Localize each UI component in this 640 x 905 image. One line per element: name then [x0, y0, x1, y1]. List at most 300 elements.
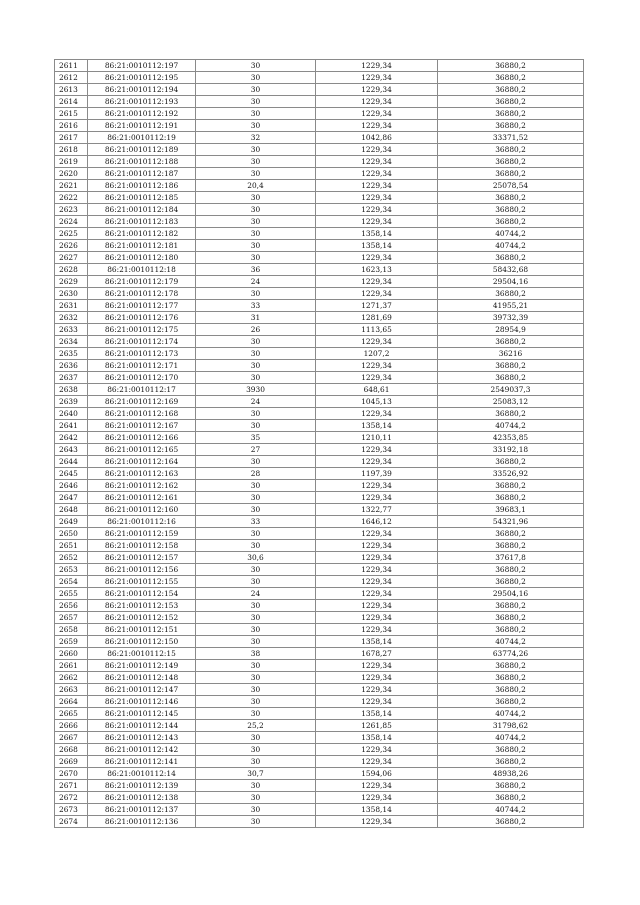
specific-value-cell: 1322,77	[316, 504, 438, 516]
area-cell: 36	[196, 264, 316, 276]
cadastral-value-cell: 36880,2	[438, 60, 584, 72]
table-row	[55, 432, 584, 444]
specific-value-cell: 1229,34	[316, 216, 438, 228]
area-cell: 30	[196, 456, 316, 468]
table-row	[55, 300, 584, 312]
row-number-cell: 2635	[55, 348, 88, 360]
area-cell: 30	[196, 636, 316, 648]
cadastral-number-cell: 86:21:0010112:178	[88, 288, 196, 300]
table-row	[55, 456, 584, 468]
row-number-cell: 2617	[55, 132, 88, 144]
area-cell: 35	[196, 432, 316, 444]
cadastral-value-cell: 36880,2	[438, 156, 584, 168]
table-body	[55, 60, 584, 828]
area-cell: 32	[196, 132, 316, 144]
cadastral-number-cell: 86:21:0010112:168	[88, 408, 196, 420]
table-row	[55, 720, 584, 732]
specific-value-cell: 1229,34	[316, 192, 438, 204]
specific-value-cell: 1229,34	[316, 84, 438, 96]
cadastral-number-cell: 86:21:0010112:158	[88, 540, 196, 552]
cadastral-number-cell: 86:21:0010112:169	[88, 396, 196, 408]
specific-value-cell: 1229,34	[316, 156, 438, 168]
row-number-cell: 2640	[55, 408, 88, 420]
cadastral-value-cell: 36880,2	[438, 684, 584, 696]
specific-value-cell: 1229,34	[316, 168, 438, 180]
specific-value-cell: 1229,34	[316, 552, 438, 564]
specific-value-cell: 1229,34	[316, 252, 438, 264]
cadastral-value-cell: 33526,92	[438, 468, 584, 480]
row-number-cell: 2639	[55, 396, 88, 408]
specific-value-cell: 1197,39	[316, 468, 438, 480]
table-row	[55, 636, 584, 648]
specific-value-cell: 1229,34	[316, 528, 438, 540]
cadastral-value-cell: 48938,26	[438, 768, 584, 780]
cadastral-value-cell: 40744,2	[438, 240, 584, 252]
row-number-cell: 2663	[55, 684, 88, 696]
row-number-cell: 2624	[55, 216, 88, 228]
table-row	[55, 228, 584, 240]
row-number-cell: 2634	[55, 336, 88, 348]
area-cell: 25,2	[196, 720, 316, 732]
area-cell: 30	[196, 492, 316, 504]
cadastral-number-cell: 86:21:0010112:152	[88, 612, 196, 624]
area-cell: 3930	[196, 384, 316, 396]
cadastral-number-cell: 86:21:0010112:18	[88, 264, 196, 276]
cadastral-value-cell: 36880,2	[438, 360, 584, 372]
cadastral-number-cell: 86:21:0010112:167	[88, 420, 196, 432]
area-cell: 30	[196, 660, 316, 672]
cadastral-value-cell: 33192,18	[438, 444, 584, 456]
cadastral-number-cell: 86:21:0010112:138	[88, 792, 196, 804]
specific-value-cell: 1358,14	[316, 708, 438, 720]
specific-value-cell: 1358,14	[316, 240, 438, 252]
table-row	[55, 480, 584, 492]
cadastral-value-cell: 36880,2	[438, 96, 584, 108]
table-row	[55, 756, 584, 768]
table-row	[55, 384, 584, 396]
cadastral-value-cell: 40744,2	[438, 732, 584, 744]
row-number-cell: 2619	[55, 156, 88, 168]
cadastral-number-cell: 86:21:0010112:174	[88, 336, 196, 348]
table-row	[55, 768, 584, 780]
area-cell: 30	[196, 192, 316, 204]
row-number-cell: 2658	[55, 624, 88, 636]
specific-value-cell: 1229,34	[316, 204, 438, 216]
area-cell: 30	[196, 336, 316, 348]
cadastral-number-cell: 86:21:0010112:157	[88, 552, 196, 564]
row-number-cell: 2645	[55, 468, 88, 480]
row-number-cell: 2632	[55, 312, 88, 324]
row-number-cell: 2656	[55, 600, 88, 612]
cadastral-value-cell: 36880,2	[438, 288, 584, 300]
table-row	[55, 72, 584, 84]
table-row	[55, 648, 584, 660]
area-cell: 33	[196, 516, 316, 528]
cadastral-value-cell: 31798,62	[438, 720, 584, 732]
cadastral-value-cell: 36880,2	[438, 744, 584, 756]
table-row	[55, 744, 584, 756]
area-cell: 24	[196, 588, 316, 600]
table-row	[55, 252, 584, 264]
cadastral-number-cell: 86:21:0010112:155	[88, 576, 196, 588]
area-cell: 30	[196, 564, 316, 576]
row-number-cell: 2672	[55, 792, 88, 804]
cadastral-value-cell: 36880,2	[438, 144, 584, 156]
specific-value-cell: 1229,34	[316, 492, 438, 504]
specific-value-cell: 1229,34	[316, 780, 438, 792]
area-cell: 30	[196, 372, 316, 384]
row-number-cell: 2631	[55, 300, 88, 312]
area-cell: 30	[196, 612, 316, 624]
cadastral-number-cell: 86:21:0010112:143	[88, 732, 196, 744]
specific-value-cell: 1229,34	[316, 120, 438, 132]
table-row	[55, 156, 584, 168]
row-number-cell: 2647	[55, 492, 88, 504]
specific-value-cell: 1229,34	[316, 276, 438, 288]
specific-value-cell: 1229,34	[316, 576, 438, 588]
row-number-cell: 2652	[55, 552, 88, 564]
row-number-cell: 2667	[55, 732, 88, 744]
table-row	[55, 108, 584, 120]
area-cell: 38	[196, 648, 316, 660]
table-row	[55, 96, 584, 108]
specific-value-cell: 1678,27	[316, 648, 438, 660]
row-number-cell: 2637	[55, 372, 88, 384]
cadastral-value-cell: 25083,12	[438, 396, 584, 408]
area-cell: 30	[196, 408, 316, 420]
area-cell: 30	[196, 84, 316, 96]
table-row	[55, 624, 584, 636]
cadastral-value-cell: 40744,2	[438, 228, 584, 240]
row-number-cell: 2668	[55, 744, 88, 756]
table-row	[55, 396, 584, 408]
cadastral-value-cell: 36880,2	[438, 492, 584, 504]
area-cell: 30	[196, 108, 316, 120]
specific-value-cell: 1229,34	[316, 360, 438, 372]
table-row	[55, 660, 584, 672]
table-row	[55, 240, 584, 252]
specific-value-cell: 1229,34	[316, 684, 438, 696]
table-row	[55, 564, 584, 576]
table-row	[55, 684, 584, 696]
cadastral-number-cell: 86:21:0010112:136	[88, 816, 196, 828]
row-number-cell: 2616	[55, 120, 88, 132]
cadastral-value-cell: 40744,2	[438, 804, 584, 816]
area-cell: 30	[196, 144, 316, 156]
row-number-cell: 2664	[55, 696, 88, 708]
cadastral-number-cell: 86:21:0010112:139	[88, 780, 196, 792]
specific-value-cell: 1229,34	[316, 672, 438, 684]
cadastral-value-cell: 28954,9	[438, 324, 584, 336]
cadastral-number-cell: 86:21:0010112:179	[88, 276, 196, 288]
area-cell: 30	[196, 156, 316, 168]
area-cell: 28	[196, 468, 316, 480]
row-number-cell: 2642	[55, 432, 88, 444]
specific-value-cell: 1042,86	[316, 132, 438, 144]
table-row	[55, 60, 584, 72]
cadastral-value-cell: 36880,2	[438, 216, 584, 228]
area-cell: 30	[196, 780, 316, 792]
cadastral-number-cell: 86:21:0010112:177	[88, 300, 196, 312]
cadastral-value-cell: 58432,68	[438, 264, 584, 276]
area-cell: 30	[196, 528, 316, 540]
row-number-cell: 2630	[55, 288, 88, 300]
area-cell: 30	[196, 120, 316, 132]
specific-value-cell: 1358,14	[316, 636, 438, 648]
specific-value-cell: 1229,34	[316, 756, 438, 768]
cadastral-number-cell: 86:21:0010112:187	[88, 168, 196, 180]
cadastral-number-cell: 86:21:0010112:141	[88, 756, 196, 768]
cadastral-value-cell: 40744,2	[438, 420, 584, 432]
specific-value-cell: 1229,34	[316, 180, 438, 192]
cadastral-value-cell: 36880,2	[438, 696, 584, 708]
area-cell: 30	[196, 480, 316, 492]
area-cell: 30	[196, 708, 316, 720]
cadastral-value-cell: 36880,2	[438, 780, 584, 792]
specific-value-cell: 1229,34	[316, 600, 438, 612]
specific-value-cell: 1229,34	[316, 108, 438, 120]
cadastral-number-cell: 86:21:0010112:150	[88, 636, 196, 648]
row-number-cell: 2612	[55, 72, 88, 84]
table-row	[55, 468, 584, 480]
cadastral-value-cell: 36880,2	[438, 624, 584, 636]
area-cell: 24	[196, 396, 316, 408]
specific-value-cell: 1646,12	[316, 516, 438, 528]
row-number-cell: 2633	[55, 324, 88, 336]
table-row	[55, 804, 584, 816]
specific-value-cell: 1358,14	[316, 732, 438, 744]
area-cell: 30	[196, 624, 316, 636]
row-number-cell: 2615	[55, 108, 88, 120]
cadastral-value-cell: 36880,2	[438, 576, 584, 588]
area-cell: 30	[196, 804, 316, 816]
specific-value-cell: 1281,69	[316, 312, 438, 324]
table-row	[55, 420, 584, 432]
cadastral-number-cell: 86:21:0010112:149	[88, 660, 196, 672]
cadastral-number-cell: 86:21:0010112:153	[88, 600, 196, 612]
area-cell: 30,7	[196, 768, 316, 780]
specific-value-cell: 1210,11	[316, 432, 438, 444]
row-number-cell: 2623	[55, 204, 88, 216]
specific-value-cell: 1229,34	[316, 408, 438, 420]
row-number-cell: 2611	[55, 60, 88, 72]
cadastral-value-cell: 40744,2	[438, 636, 584, 648]
row-number-cell: 2613	[55, 84, 88, 96]
area-cell: 30	[196, 816, 316, 828]
row-number-cell: 2629	[55, 276, 88, 288]
cadastral-value-cell: 36880,2	[438, 84, 584, 96]
table-row	[55, 600, 584, 612]
cadastral-number-cell: 86:21:0010112:148	[88, 672, 196, 684]
cadastral-value-cell: 36880,2	[438, 108, 584, 120]
row-number-cell: 2614	[55, 96, 88, 108]
row-number-cell: 2618	[55, 144, 88, 156]
cadastral-number-cell: 86:21:0010112:165	[88, 444, 196, 456]
area-cell: 30	[196, 72, 316, 84]
row-number-cell: 2648	[55, 504, 88, 516]
table-row	[55, 576, 584, 588]
table-row	[55, 324, 584, 336]
cadastral-number-cell: 86:21:0010112:144	[88, 720, 196, 732]
area-cell: 30	[196, 576, 316, 588]
specific-value-cell: 1229,34	[316, 696, 438, 708]
cadastral-number-cell: 86:21:0010112:182	[88, 228, 196, 240]
table-row	[55, 312, 584, 324]
cadastral-number-cell: 86:21:0010112:176	[88, 312, 196, 324]
cadastral-number-cell: 86:21:0010112:145	[88, 708, 196, 720]
area-cell: 30	[196, 60, 316, 72]
table-row	[55, 504, 584, 516]
row-number-cell: 2643	[55, 444, 88, 456]
cadastral-number-cell: 86:21:0010112:159	[88, 528, 196, 540]
area-cell: 31	[196, 312, 316, 324]
area-cell: 30	[196, 792, 316, 804]
cadastral-number-cell: 86:21:0010112:17	[88, 384, 196, 396]
specific-value-cell: 1229,34	[316, 96, 438, 108]
area-cell: 30	[196, 216, 316, 228]
row-number-cell: 2644	[55, 456, 88, 468]
cadastral-value-cell: 36880,2	[438, 600, 584, 612]
row-number-cell: 2638	[55, 384, 88, 396]
table-row	[55, 408, 584, 420]
table-row	[55, 708, 584, 720]
area-cell: 30	[196, 732, 316, 744]
cadastral-number-cell: 86:21:0010112:146	[88, 696, 196, 708]
cadastral-value-cell: 25078,54	[438, 180, 584, 192]
row-number-cell: 2657	[55, 612, 88, 624]
cadastral-number-cell: 86:21:0010112:185	[88, 192, 196, 204]
specific-value-cell: 1229,34	[316, 564, 438, 576]
cadastral-value-cell: 37617,8	[438, 552, 584, 564]
specific-value-cell: 1229,34	[316, 144, 438, 156]
cadastral-value-cell: 36880,2	[438, 252, 584, 264]
specific-value-cell: 1229,34	[316, 72, 438, 84]
row-number-cell: 2661	[55, 660, 88, 672]
cadastral-value-cell: 36880,2	[438, 204, 584, 216]
cadastral-number-cell: 86:21:0010112:156	[88, 564, 196, 576]
specific-value-cell: 1594,06	[316, 768, 438, 780]
table-row	[55, 264, 584, 276]
specific-value-cell: 1207,2	[316, 348, 438, 360]
cadastral-number-cell: 86:21:0010112:142	[88, 744, 196, 756]
specific-value-cell: 1229,34	[316, 444, 438, 456]
cadastral-value-cell: 36880,2	[438, 456, 584, 468]
specific-value-cell: 1229,34	[316, 456, 438, 468]
row-number-cell: 2646	[55, 480, 88, 492]
cadastral-number-cell: 86:21:0010112:161	[88, 492, 196, 504]
cadastral-value-cell: 36216	[438, 348, 584, 360]
specific-value-cell: 1229,34	[316, 792, 438, 804]
cadastral-value-cell: 54321,96	[438, 516, 584, 528]
cadastral-number-cell: 86:21:0010112:16	[88, 516, 196, 528]
table-row	[55, 348, 584, 360]
row-number-cell: 2670	[55, 768, 88, 780]
specific-value-cell: 1113,65	[316, 324, 438, 336]
table-row	[55, 552, 584, 564]
area-cell: 30	[196, 504, 316, 516]
row-number-cell: 2622	[55, 192, 88, 204]
cadastral-value-cell: 36880,2	[438, 336, 584, 348]
row-number-cell: 2673	[55, 804, 88, 816]
specific-value-cell: 1045,13	[316, 396, 438, 408]
table-row	[55, 816, 584, 828]
area-cell: 33	[196, 300, 316, 312]
specific-value-cell: 648,61	[316, 384, 438, 396]
table-row	[55, 528, 584, 540]
row-number-cell: 2671	[55, 780, 88, 792]
cadastral-value-cell: 36880,2	[438, 528, 584, 540]
table-row	[55, 732, 584, 744]
cadastral-value-cell: 33371,52	[438, 132, 584, 144]
area-cell: 30	[196, 420, 316, 432]
row-number-cell: 2653	[55, 564, 88, 576]
cadastral-number-cell: 86:21:0010112:195	[88, 72, 196, 84]
cadastral-value-cell: 2549037,3	[438, 384, 584, 396]
row-number-cell: 2626	[55, 240, 88, 252]
cadastral-value-cell: 29504,16	[438, 588, 584, 600]
table-row	[55, 372, 584, 384]
specific-value-cell: 1229,34	[316, 480, 438, 492]
cadastral-number-cell: 86:21:0010112:163	[88, 468, 196, 480]
table-row	[55, 204, 584, 216]
area-cell: 30	[196, 252, 316, 264]
table-row	[55, 444, 584, 456]
row-number-cell: 2662	[55, 672, 88, 684]
cadastral-value-cell: 36880,2	[438, 612, 584, 624]
table-row	[55, 168, 584, 180]
row-number-cell: 2628	[55, 264, 88, 276]
table-row	[55, 780, 584, 792]
table-row	[55, 132, 584, 144]
table-row	[55, 276, 584, 288]
row-number-cell: 2620	[55, 168, 88, 180]
cadastral-number-cell: 86:21:0010112:147	[88, 684, 196, 696]
cadastral-value-cell: 29504,16	[438, 276, 584, 288]
specific-value-cell: 1229,34	[316, 612, 438, 624]
specific-value-cell: 1229,34	[316, 744, 438, 756]
cadastral-number-cell: 86:21:0010112:191	[88, 120, 196, 132]
row-number-cell: 2659	[55, 636, 88, 648]
cadastral-number-cell: 86:21:0010112:160	[88, 504, 196, 516]
table-row	[55, 120, 584, 132]
cadastral-number-cell: 86:21:0010112:173	[88, 348, 196, 360]
table-row	[55, 216, 584, 228]
cadastral-value-cell: 36880,2	[438, 660, 584, 672]
table-row	[55, 540, 584, 552]
cadastral-number-cell: 86:21:0010112:171	[88, 360, 196, 372]
row-number-cell: 2654	[55, 576, 88, 588]
area-cell: 30	[196, 168, 316, 180]
cadastral-value-cell: 36880,2	[438, 756, 584, 768]
area-cell: 20,4	[196, 180, 316, 192]
cadastral-number-cell: 86:21:0010112:193	[88, 96, 196, 108]
area-cell: 30	[196, 744, 316, 756]
table-row	[55, 792, 584, 804]
specific-value-cell: 1358,14	[316, 420, 438, 432]
area-cell: 30	[196, 696, 316, 708]
table-row	[55, 516, 584, 528]
cadastral-value-cell: 36880,2	[438, 120, 584, 132]
specific-value-cell: 1229,34	[316, 624, 438, 636]
cadastral-value-cell: 36880,2	[438, 372, 584, 384]
cadastral-number-cell: 86:21:0010112:137	[88, 804, 196, 816]
cadastral-number-cell: 86:21:0010112:181	[88, 240, 196, 252]
area-cell: 27	[196, 444, 316, 456]
cadastral-value-cell: 42353,85	[438, 432, 584, 444]
cadastral-number-cell: 86:21:0010112:166	[88, 432, 196, 444]
table-row	[55, 360, 584, 372]
area-cell: 30,6	[196, 552, 316, 564]
